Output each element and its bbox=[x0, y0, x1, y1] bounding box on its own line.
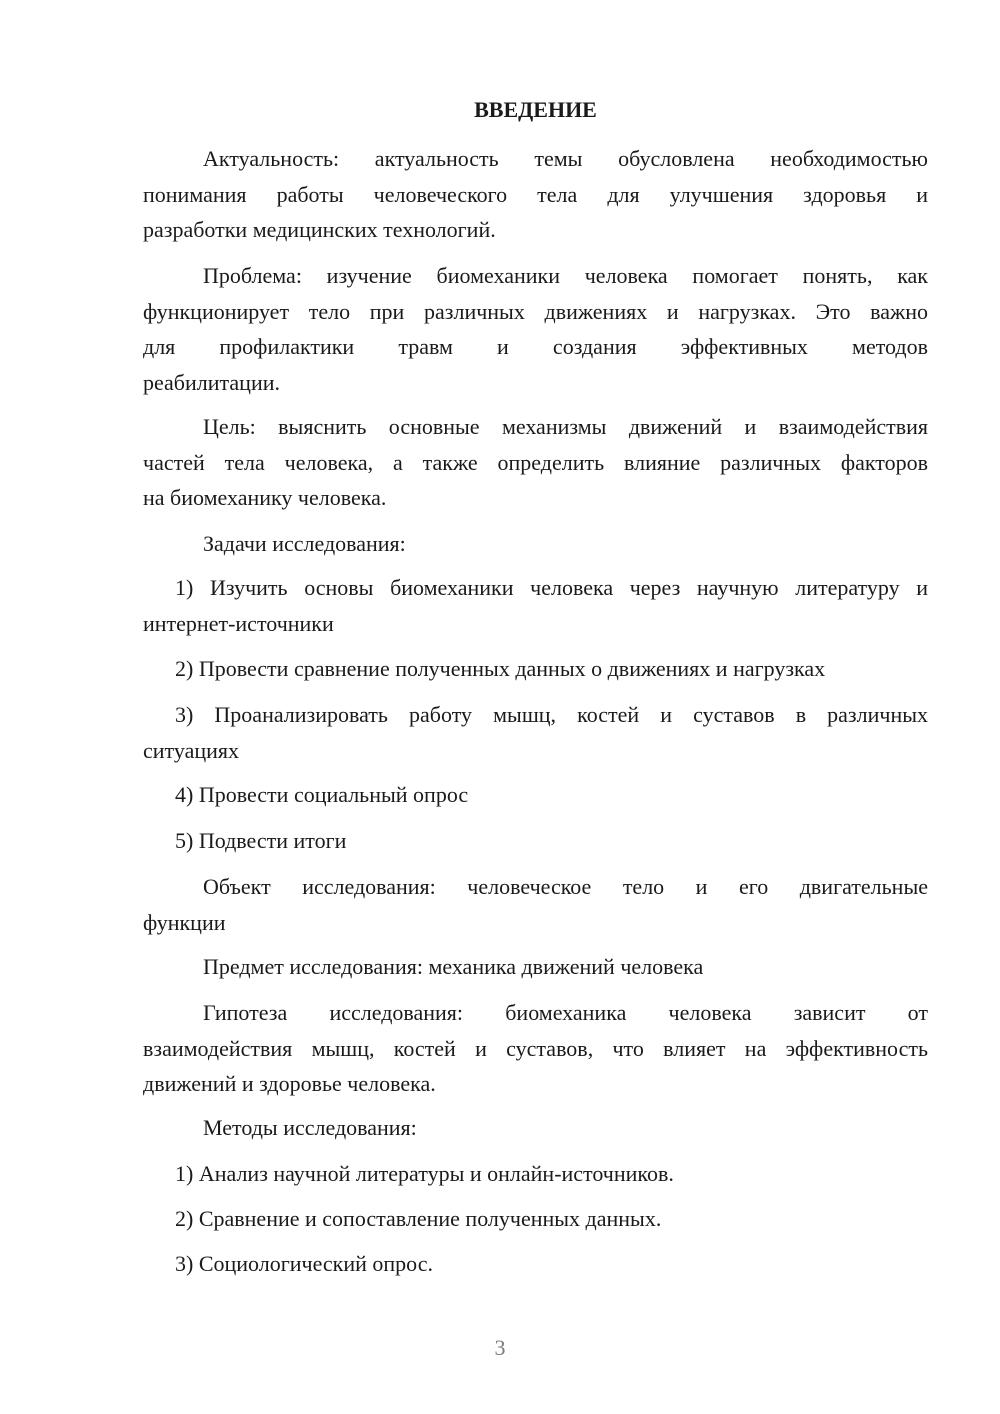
paragraph-line: Задачи исследования: bbox=[203, 531, 406, 556]
list-item-line: 3) Проанализировать работу мышц, костей и суставов в различных bbox=[175, 702, 928, 727]
list-item-line: ситуациях bbox=[143, 737, 240, 763]
task-item-1 bbox=[143, 570, 928, 641]
paragraph-line: понимания работы человеческого тела для улучшения здоровья и bbox=[143, 181, 928, 207]
paragraph-line: Актуальность: актуальность темы обусловлена необходимостью bbox=[203, 146, 928, 171]
paragraph-line: Предмет исследования: механика движений человека bbox=[203, 954, 704, 979]
paragraph-line: разработки медицинских технологий. bbox=[143, 217, 496, 242]
paragraph-line: Методы исследования: bbox=[203, 1115, 417, 1140]
page-title: ВВЕДЕНИЕ bbox=[474, 97, 597, 122]
list-item-line: 3) Социологический опрос. bbox=[175, 1251, 433, 1276]
task-item-3 bbox=[143, 697, 928, 768]
paragraph-line: реабилитации. bbox=[143, 369, 280, 395]
list-item-line: 1) Анализ научной литературы и онлайн-источников. bbox=[175, 1161, 674, 1186]
paragraph-object bbox=[143, 869, 928, 940]
paragraph-line: для профилактики травм и создания эффективных методов bbox=[143, 334, 928, 359]
paragraph-line: на биомеханику человека. bbox=[143, 485, 387, 510]
methods-heading bbox=[143, 1110, 928, 1146]
paragraph-line: Объект исследования: человеческое тело и его двигательные bbox=[203, 874, 928, 899]
method-item-1 bbox=[143, 1156, 928, 1192]
paragraph-line: функции bbox=[143, 909, 226, 935]
page-number: 3 bbox=[494, 1335, 506, 1360]
paragraph-line: движений и здоровье человека. bbox=[143, 1071, 436, 1096]
list-item-line: 1) Изучить основы биомеханики человека через научную литературу и bbox=[175, 575, 928, 600]
task-item-2 bbox=[143, 651, 928, 687]
list-item-line: 4) Провести социальный опрос bbox=[175, 782, 469, 807]
tasks-heading bbox=[143, 526, 928, 562]
paragraph-line: взаимодействия мышц, костей и суставов, что влияет на эффективность bbox=[143, 1035, 928, 1061]
task-item-4 bbox=[143, 777, 928, 813]
task-item-5 bbox=[143, 823, 928, 859]
paragraph-relevance bbox=[143, 141, 928, 248]
list-item-line: 5) Подвести итоги bbox=[175, 828, 347, 853]
paragraph-hypothesis bbox=[143, 995, 928, 1102]
paragraph-line: Гипотеза исследования: биомеханика человека зависит от bbox=[203, 1000, 928, 1025]
paragraph-subject bbox=[143, 949, 928, 985]
paragraph-line: Цель: выяснить основные механизмы движений и взаимодействия bbox=[203, 414, 928, 439]
list-item-line: 2) Провести сравнение полученных данных о движениях и нагрузках bbox=[175, 656, 826, 681]
list-item-line: 2) Сравнение и сопоставление полученных данных. bbox=[175, 1206, 662, 1231]
method-item-2 bbox=[143, 1201, 928, 1237]
paragraph-problem bbox=[143, 258, 928, 400]
paragraph-line: функционирует тело при различных движениях и нагрузках. Это важно bbox=[143, 298, 928, 324]
list-item-line: интернет-источники bbox=[143, 610, 334, 636]
paragraph-goal bbox=[143, 409, 928, 516]
paragraph-line: Проблема: изучение биомеханики человека помогает понять, как bbox=[203, 263, 928, 288]
method-item-3 bbox=[143, 1246, 928, 1282]
paragraph-line: частей тела человека, а также определить влияние различных факторов bbox=[143, 449, 928, 475]
